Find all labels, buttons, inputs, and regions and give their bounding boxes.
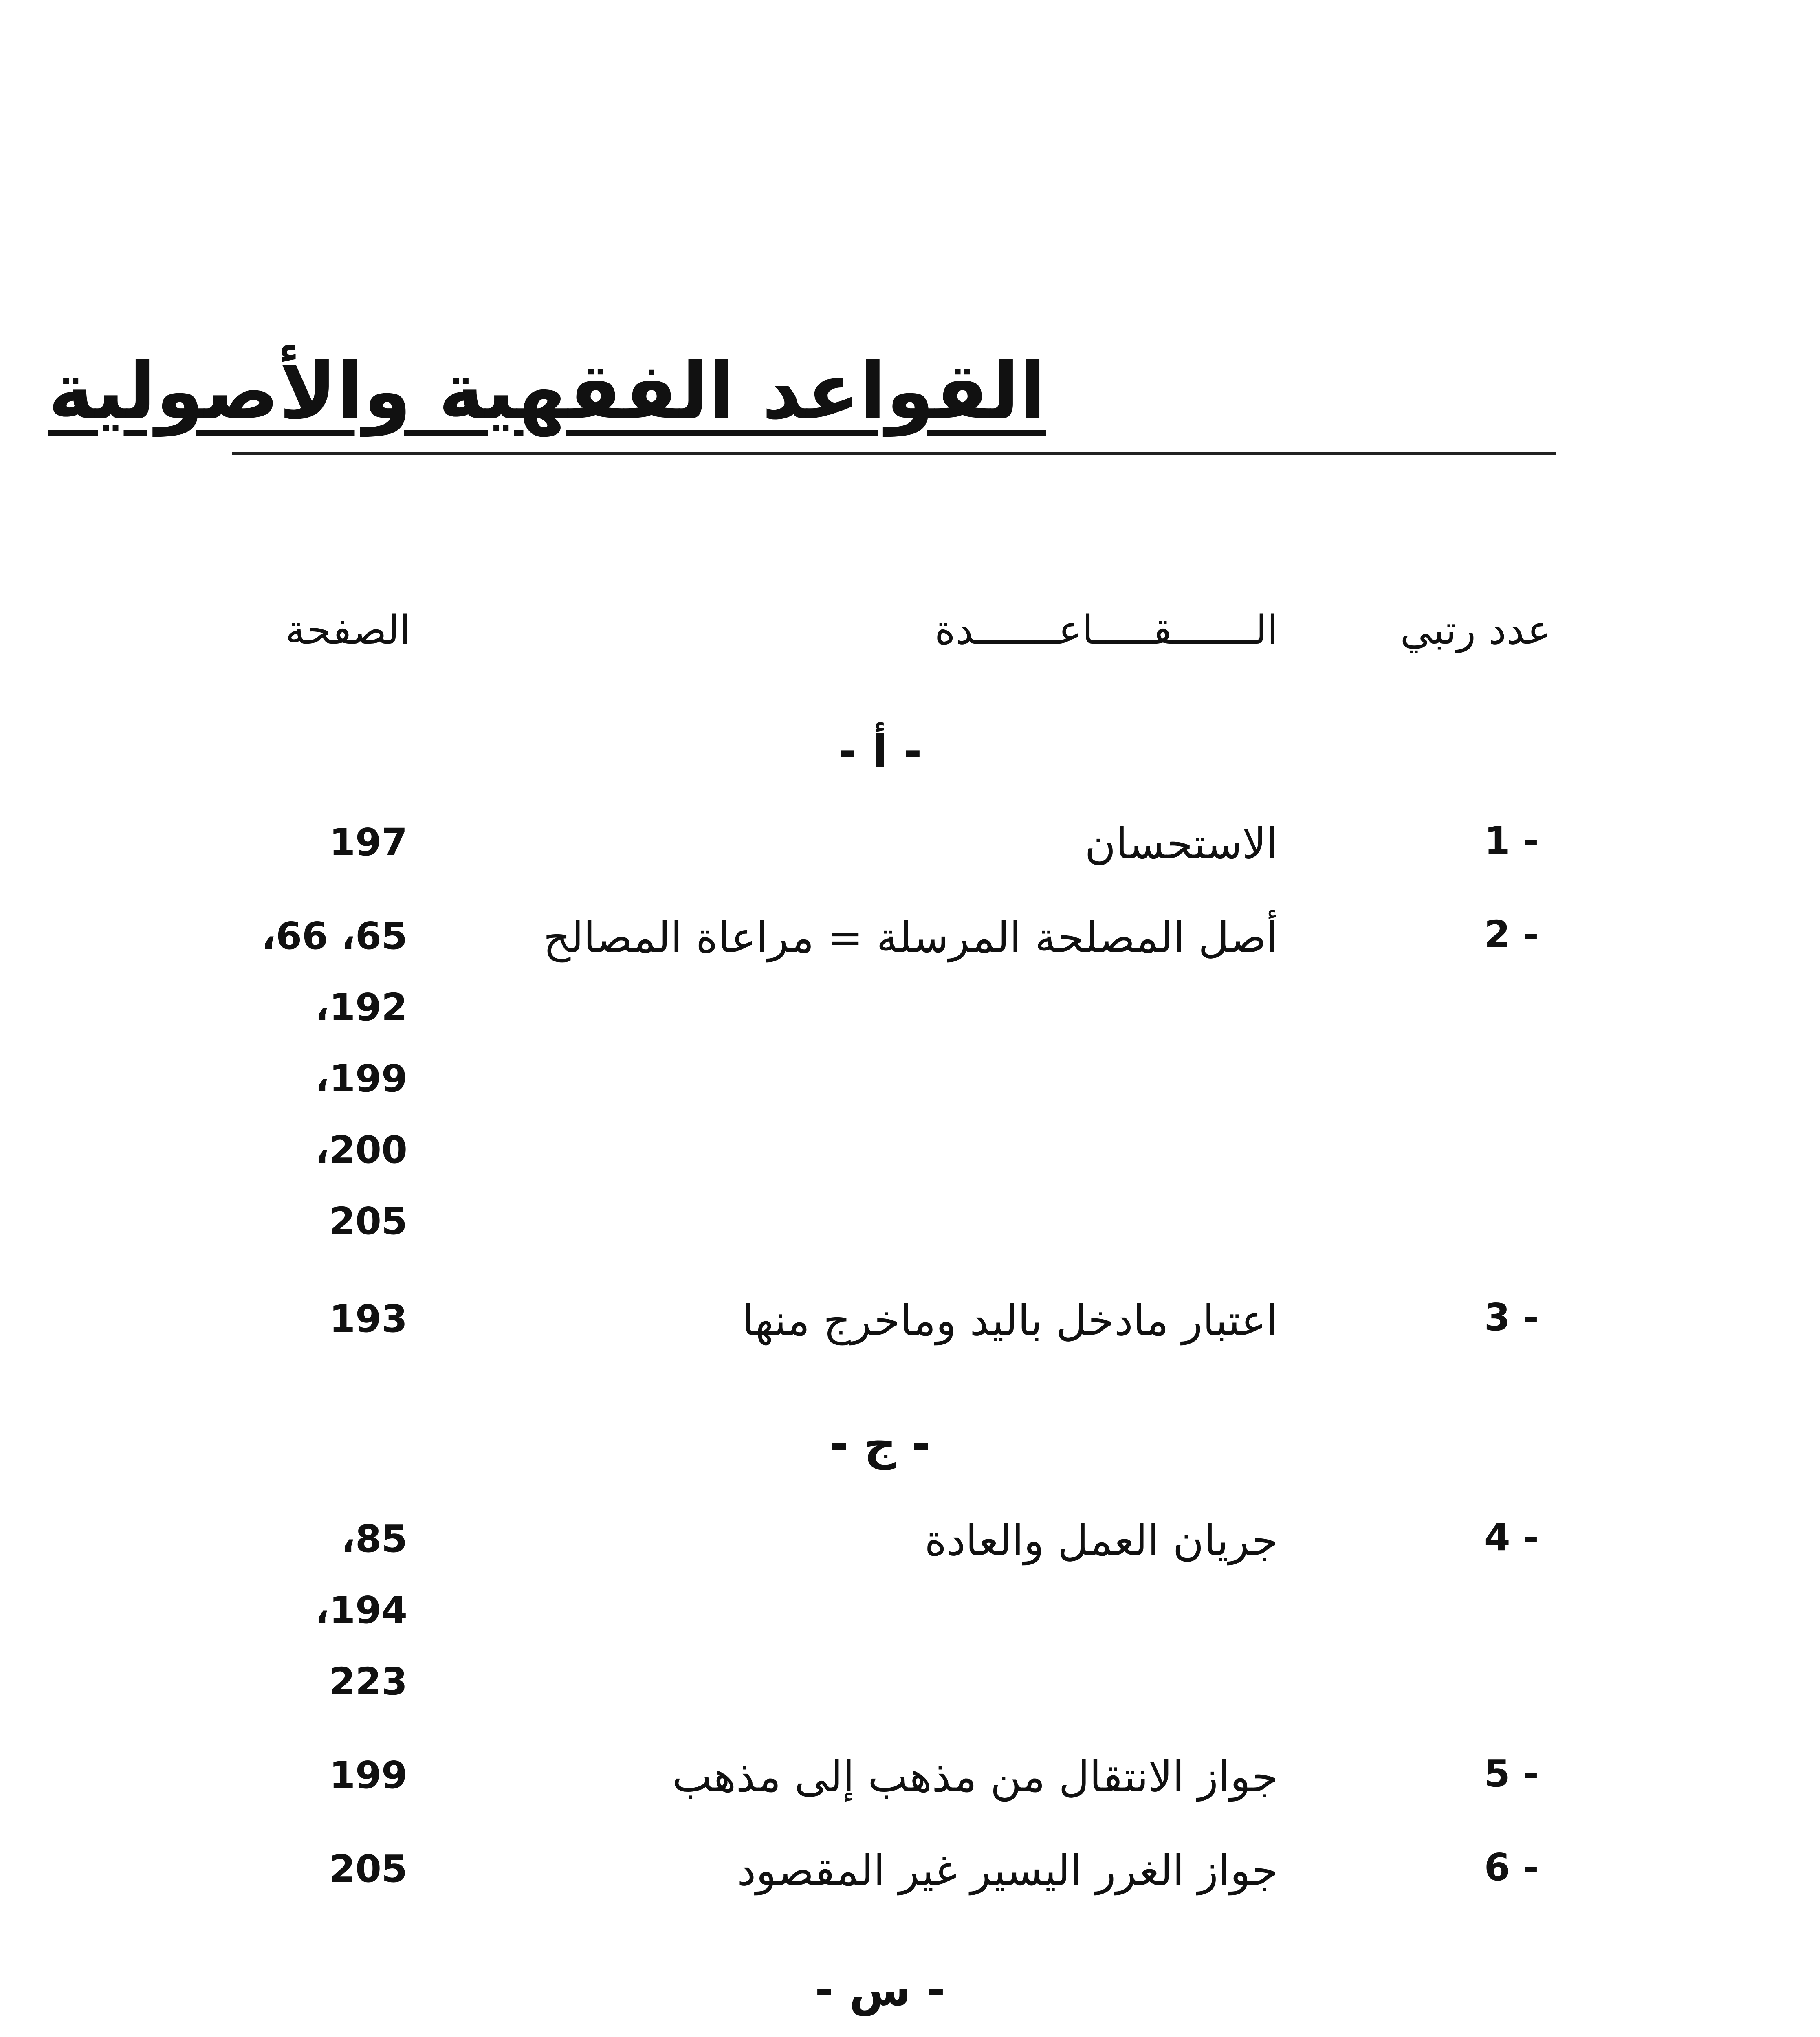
page-ref: 205	[329, 1847, 407, 1891]
page-title: القواعد الفقهية والأصولية	[48, 346, 1046, 436]
section-letter-jim: - ج -	[830, 1418, 931, 1470]
page-ref: 223	[329, 1660, 407, 1703]
section-letter-sin: - س -	[815, 1964, 945, 2016]
row-number: 4 -	[1484, 1516, 1539, 1559]
page-ref: ،200	[315, 1128, 407, 1172]
page-references	[228, 1503, 407, 1717]
page-references	[228, 1833, 407, 1905]
row-number: 3 -	[1484, 1296, 1539, 1339]
page-ref: 193	[329, 1297, 407, 1341]
page-ref: ،199	[315, 1057, 407, 1100]
rule-text: اعتبار مادخل باليد وماخرج منها	[742, 1296, 1278, 1345]
column-header-page: الصفحة	[285, 607, 411, 653]
page-ref: 197	[329, 821, 407, 864]
page-ref: ،194	[315, 1588, 407, 1632]
page-ref: ،192	[315, 986, 407, 1029]
page-references	[228, 900, 407, 1257]
row-number: 1 -	[1484, 819, 1539, 862]
page-references	[228, 1283, 407, 1355]
row-number: 5 -	[1484, 1752, 1539, 1795]
row-number: 6 -	[1484, 1846, 1539, 1889]
page-ref: 199	[329, 1753, 407, 1797]
row-number: 2 -	[1484, 913, 1539, 956]
page-ref: ،66 ،65	[262, 914, 407, 958]
page-ref: 205	[329, 1199, 407, 1243]
section-letter-alif: - أ -	[838, 725, 922, 777]
rule-text: جواز الانتقال من مذهب إلى مذهب	[672, 1752, 1278, 1802]
title-divider	[232, 452, 1556, 455]
page-references	[228, 1740, 407, 1811]
rule-text: جواز الغرر اليسير غير المقصود	[737, 1846, 1278, 1895]
column-header-number: عدد رتبي	[1400, 607, 1551, 653]
page-references	[228, 807, 407, 878]
column-header-rule: الـــــــقـــــاعـــــــدة	[934, 607, 1278, 653]
rule-text: أصل المصلحة المرسلة = مراعاة المصالح	[543, 913, 1278, 962]
page-ref: ،85	[341, 1517, 407, 1561]
rule-text: الاستحسان	[1085, 819, 1278, 869]
rule-text: جريان العمل والعادة	[924, 1516, 1278, 1565]
